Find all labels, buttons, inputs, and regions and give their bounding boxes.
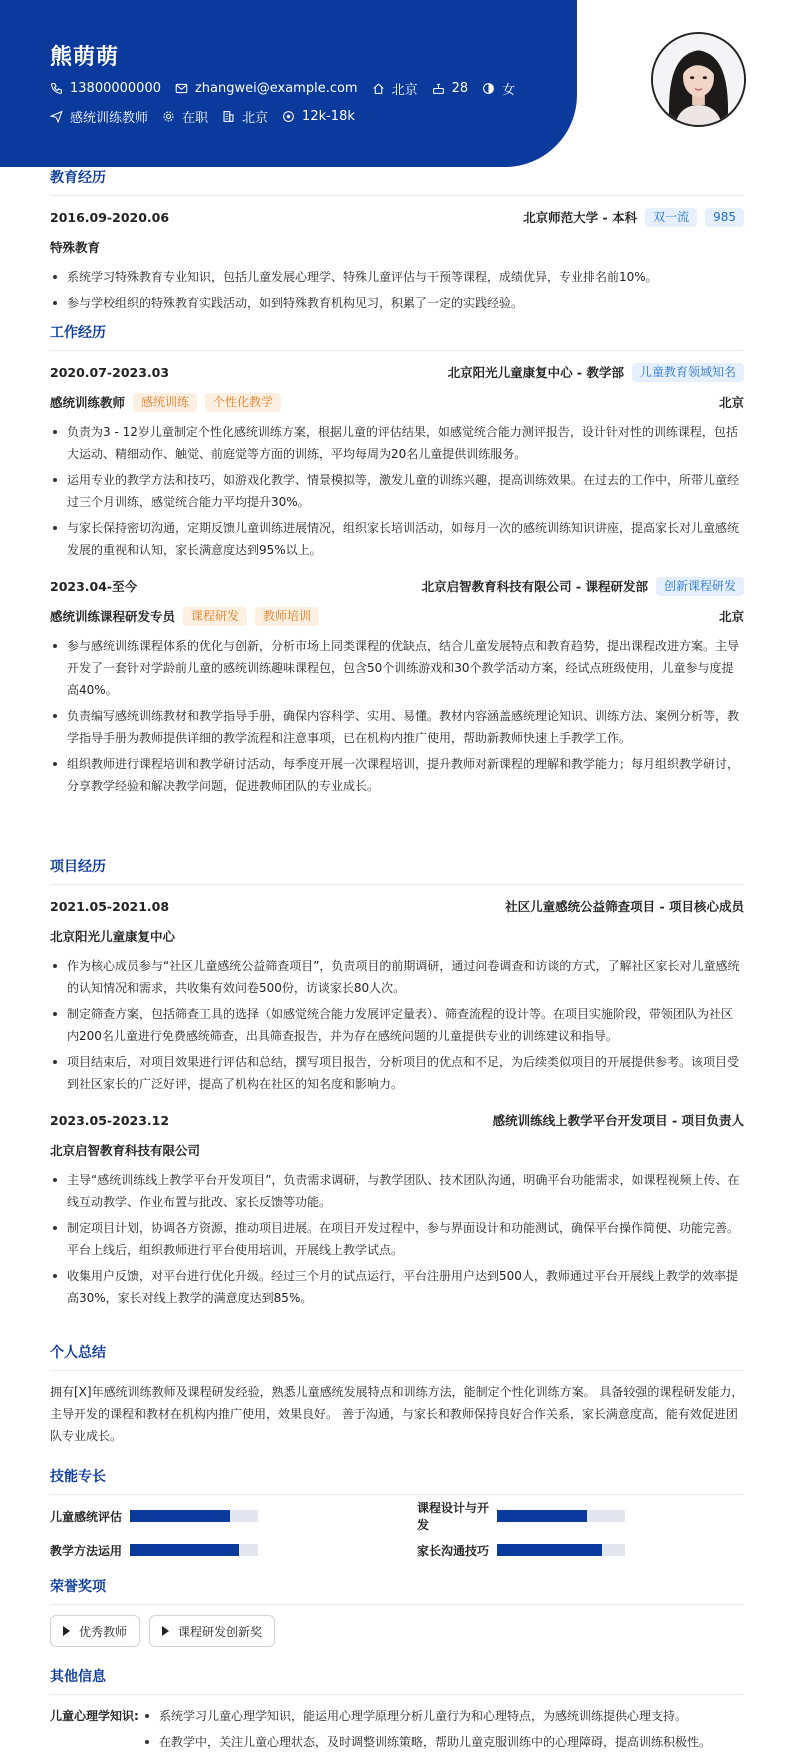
job-role: 感统训练教师 (50, 395, 126, 410)
portrait-photo (653, 34, 744, 125)
job-location: 北京 (718, 395, 744, 410)
avatar (651, 32, 746, 127)
award-label: 优秀教师 (79, 1624, 128, 1639)
project-entry-head (50, 895, 744, 917)
work-city-text: 北京 (242, 111, 269, 126)
project-bullets (50, 1169, 744, 1309)
play-icon (162, 1626, 169, 1636)
other-title: 其他信息 (50, 1666, 744, 1695)
awards-title: 荣誉奖项 (50, 1576, 744, 1605)
skill-bar (497, 1544, 625, 1556)
status-info (162, 107, 208, 126)
project-org: 北京阳光儿童康复中心 (50, 929, 176, 944)
role-tag: 个性化教学 (205, 393, 281, 412)
skill-bar (497, 1510, 625, 1522)
education-entry (50, 206, 744, 314)
skill-item (417, 1539, 744, 1561)
age-info (432, 81, 469, 96)
skill-fill (497, 1544, 602, 1556)
list-item: 在教学中，关注儿童心理状态，及时调整训练策略，帮助儿童克服训练中的心理障碍，提高训练积极性。 (142, 1731, 711, 1753)
work-entry (50, 361, 744, 561)
phone-info (50, 81, 161, 96)
gender-icon (482, 82, 495, 95)
skill-item (417, 1501, 744, 1532)
other-row (50, 1705, 744, 1757)
work-date: 2023.04-至今 (50, 579, 138, 594)
email-text: zhangwei@example.com (194, 81, 358, 96)
list-item: 系统学习特殊教育专业知识，包括儿童发展心理学、特殊儿童评估与干预等课程，成绩优异，专业排名前10%。 (50, 266, 744, 288)
company-name: 北京阳光儿童康复中心 - 教学部 (447, 365, 624, 380)
building-icon (222, 110, 235, 123)
role-tag: 教师培训 (255, 607, 319, 626)
education-entry-head (50, 206, 744, 228)
work-city-info (222, 107, 268, 126)
work-bullets (50, 421, 744, 561)
salary-info (282, 109, 355, 124)
award-item (50, 1615, 140, 1647)
school-tag: 985 (705, 208, 744, 227)
skill-name: 课程设计与开发 (417, 1501, 490, 1532)
education-major: 特殊教育 (50, 240, 101, 255)
awards-section (50, 1576, 744, 1647)
age-text: 28 (451, 81, 469, 96)
city-text: 北京 (391, 83, 418, 98)
list-item: 参与学校组织的特殊教育实践活动，如到特殊教育机构见习，积累了一定的实践经验。 (50, 292, 744, 314)
work-title: 工作经历 (50, 322, 744, 351)
status-text: 在职 (182, 111, 209, 126)
skills-section (50, 1466, 744, 1561)
project-name: 社区儿童感统公益筛查项目 - 项目核心成员 (505, 899, 744, 914)
skill-fill (130, 1544, 239, 1556)
awards-list (50, 1615, 744, 1647)
skill-fill (497, 1510, 587, 1522)
project-bullets (50, 955, 744, 1095)
education-date: 2016.09-2020.06 (50, 209, 170, 225)
resume-header (0, 0, 577, 167)
company-tag: 儿童教育领域知名 (632, 363, 744, 382)
project-name: 感统训练线上教学平台开发项目 - 项目负责人 (492, 1113, 744, 1128)
education-title: 教育经历 (50, 167, 744, 196)
project-date: 2023.05-2023.12 (50, 1112, 170, 1128)
skills-grid (50, 1501, 744, 1561)
position-info (50, 107, 148, 126)
list-item: 项目结束后，对项目效果进行评估和总结，撰写项目报告，分析项目的优点和不足，为后续类似项目的开展提供参考。该项目受到社区家长的广泛好评，提高了机构在社区的知名度和影响力。 (50, 1051, 744, 1095)
salary-text: 12k-18k (302, 109, 355, 124)
project-date: 2021.05-2021.08 (50, 898, 170, 914)
summary-text: 拥有[X]年感统训练教师及课程研发经验，熟悉儿童感统发展特点和训练方法，能制定个性化训练方案。 具备较强的课程研发能力，主导开发的课程和教材在机构内推广使用，效果良好。 善于沟通，与家长和教师保持良好合作关系，家长满意度高，能有效促进团队专业成长。 (50, 1385, 744, 1443)
project-org-row (50, 925, 744, 947)
other-list (142, 1705, 711, 1757)
project-entry-head (50, 1109, 744, 1131)
skill-item (50, 1539, 377, 1561)
other-section (50, 1666, 744, 1757)
award-label: 课程研发创新奖 (178, 1624, 263, 1639)
work-entry (50, 575, 744, 797)
job-intent-row (50, 107, 369, 126)
phone-icon (50, 82, 63, 95)
list-item: 主导“感统训练线上教学平台开发项目”，负责需求调研，与教学团队、技术团队沟通，明确平台功能需求，如课程视频上传、在线互动教学、作业布置与批改、家长反馈等功能。 (50, 1169, 744, 1213)
role-tag: 感统训练 (133, 393, 197, 412)
project-org-row (50, 1139, 744, 1161)
projects-section (50, 856, 744, 1323)
summary-section (50, 1342, 744, 1447)
work-bullets (50, 635, 744, 797)
list-item: 运用专业的教学方法和技巧，如游戏化教学、情景模拟等，激发儿童的训练兴趣，提高训练效果。在过去的工作中，所带儿童经过三个月训练，感觉统合能力平均提升30%。 (50, 469, 744, 513)
cake-icon (432, 82, 445, 95)
work-section (50, 322, 744, 811)
job-role: 感统训练课程研发专员 (50, 609, 176, 624)
skill-name: 家长沟通技巧 (417, 1543, 490, 1558)
company-name: 北京启智教育科技有限公司 - 课程研发部 (421, 579, 648, 594)
home-icon (372, 82, 385, 95)
gender-info (482, 79, 515, 98)
list-item: 负责为3 - 12岁儿童制定个性化感统训练方案，根据儿童的评估结果，如感觉统合能力测评报告，设计针对性的训练课程，包括大运动、精细动作、触觉、前庭觉等方面的训练，平均每周为20名儿童提供训练服务。 (50, 421, 744, 465)
skill-fill (130, 1510, 230, 1522)
school-name: 北京师范大学 - 本科 (523, 210, 638, 225)
email-info (175, 81, 358, 96)
education-bullets (50, 266, 744, 314)
list-item: 收集用户反馈，对平台进行优化升级。经过三个月的试点运行，平台注册用户达到500人，教师通过平台开展线上教学的效率提高30%，家长对线上教学的满意度达到85%。 (50, 1265, 744, 1309)
coin-icon (282, 110, 295, 123)
list-item: 系统学习儿童心理学知识，能运用心理学原理分析儿童行为和心理特点，为感统训练提供心理支持。 (142, 1705, 711, 1727)
position-text: 感统训练教师 (70, 111, 149, 126)
role-tag: 课程研发 (183, 607, 247, 626)
skill-item (50, 1505, 377, 1527)
skills-title: 技能专长 (50, 1466, 744, 1495)
education-section (50, 167, 744, 328)
projects-title: 项目经历 (50, 856, 744, 885)
candidate-name: 熊萌萌 (50, 45, 120, 70)
skill-name: 儿童感统评估 (50, 1509, 123, 1524)
list-item: 制定筛查方案，包括筛查工具的选择（如感觉统合能力发展评定量表）、筛查流程的设计等。在项目实施阶段，带领团队为社区内200名儿童进行免费感统筛查，出具筛查报告，并为存在感统问题的儿童提供专业的训练建议和指导。 (50, 1003, 744, 1047)
list-item: 参与感统训练课程体系的优化与创新，分析市场上同类课程的优缺点，结合儿童发展特点和教育趋势，提出课程改进方案。主导开发了一套针对学龄前儿童的感统训练趣味课程包，包含50个训练游戏和30个教学活动方案，经试点班级使用，儿童参与度提高40%。 (50, 635, 744, 701)
play-icon (63, 1626, 70, 1636)
project-entry (50, 1109, 744, 1309)
list-item: 组织教师进行课程培训和教学研讨活动，每季度开展一次课程培训，提升教师对新课程的理解和教学能力；每月组织教学研讨，分享教学经验和解决教学问题，促进教师团队的专业成长。 (50, 753, 744, 797)
contact-row (50, 79, 529, 98)
project-org: 北京启智教育科技有限公司 (50, 1143, 201, 1158)
work-date: 2020.07-2023.03 (50, 364, 170, 380)
skill-bar (130, 1544, 258, 1556)
list-item: 作为核心成员参与“社区儿童感统公益筛查项目”，负责项目的前期调研，通过问卷调查和访谈的方式，了解社区家长对儿童感统的认知情况和需求，共收集有效问卷500份，访谈家长80人次。 (50, 955, 744, 999)
job-location: 北京 (718, 609, 744, 624)
work-role-row (50, 391, 744, 413)
phone-text: 13800000000 (70, 81, 161, 96)
gender-text: 女 (502, 83, 516, 98)
skill-name: 教学方法运用 (50, 1543, 123, 1558)
work-entry-head (50, 361, 744, 383)
mail-icon (175, 82, 188, 95)
company-tag: 创新课程研发 (656, 577, 744, 596)
list-item: 与家长保持密切沟通，定期反馈儿童训练进展情况，组织家长培训活动，如每月一次的感统训练知识讲座，提高家长对儿童感统发展的重视和认知，家长满意度达到95%以上。 (50, 517, 744, 561)
work-role-row (50, 605, 744, 627)
city-info (372, 79, 418, 98)
gear-icon (162, 110, 175, 123)
summary-title: 个人总结 (50, 1342, 744, 1371)
work-entry-head (50, 575, 744, 597)
list-item: 负责编写感统训练教材和教学指导手册，确保内容科学、实用、易懂。教材内容涵盖感统理论知识、训练方法、案例分析等，教学指导手册为教师提供详细的教学流程和注意事项，已在机构内推广使用，帮助新教师快速上手教学工作。 (50, 705, 744, 749)
other-label: 儿童心理学知识: (50, 1709, 139, 1723)
award-item (149, 1615, 275, 1647)
skill-bar (130, 1510, 258, 1522)
education-major-row (50, 236, 744, 258)
project-entry (50, 895, 744, 1095)
send-icon (50, 110, 63, 123)
school-tag: 双一流 (645, 208, 697, 227)
list-item: 制定项目计划，协调各方资源，推动项目进展。在项目开发过程中，参与界面设计和功能测试，确保平台操作简便、功能完善。平台上线后，组织教师进行平台使用培训，开展线上教学试点。 (50, 1217, 744, 1261)
